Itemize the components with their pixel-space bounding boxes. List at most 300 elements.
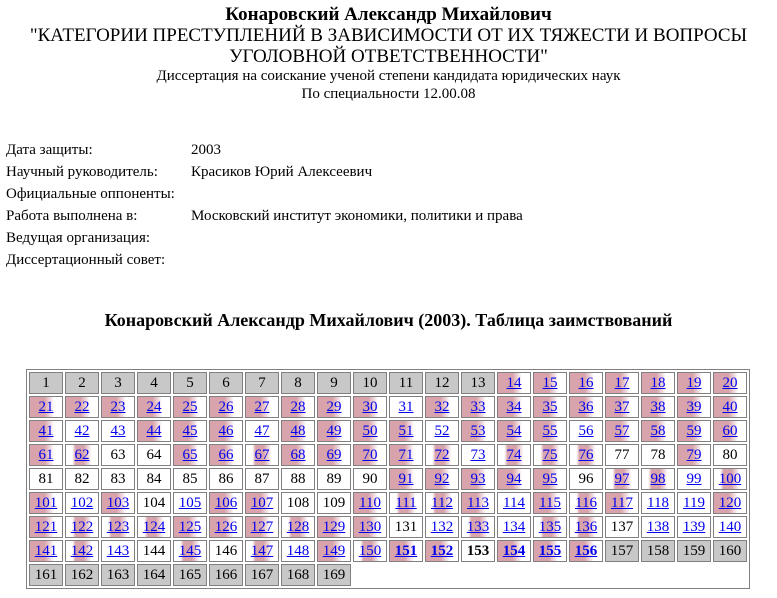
page-cell-74 [497,444,531,466]
page-cell-27 [245,396,279,418]
page-cell-158: 158 [641,540,675,562]
page-cell-139 [677,516,711,538]
page-cell-62 [65,444,99,466]
page-link-114[interactable]: 114 [503,494,525,511]
page-cell-160: 160 [713,540,747,562]
page-cell-45 [173,420,207,442]
page-cell-161: 161 [29,564,63,586]
page-link-71[interactable]: 71 [398,446,414,463]
page-link-28[interactable]: 28 [290,398,306,415]
page-link-48[interactable]: 48 [290,422,306,439]
page-cell-107 [245,492,279,514]
grid-row [29,444,747,466]
page-cell-82: 82 [65,468,99,490]
page-cell-155 [533,540,567,562]
page-link-117[interactable]: 117 [611,494,633,511]
page-cell-102 [65,492,99,514]
page-cell-5: 5 [173,372,207,394]
page-cell-72 [425,444,459,466]
page-cell-143 [101,540,135,562]
page-link-42[interactable]: 42 [74,422,90,439]
page-cell-50 [353,420,387,442]
page-cell-96: 96 [569,468,603,490]
page-link-134[interactable]: 134 [502,518,526,535]
page-link-57[interactable]: 57 [614,422,630,439]
page-cell-29 [317,396,351,418]
page-link-61[interactable]: 61 [38,446,54,463]
page-cell-157: 157 [605,540,639,562]
page-link-29[interactable]: 29 [326,398,342,415]
page-link-130[interactable]: 130 [358,518,382,535]
page-cell-67 [245,444,279,466]
page-cell-26 [209,396,243,418]
page-link-36[interactable]: 36 [578,398,594,415]
page-cell-115 [533,492,567,514]
page-cell-129 [317,516,351,538]
page-cell-35 [533,396,567,418]
page-link-20[interactable]: 20 [722,374,738,391]
info-row [4,183,525,205]
page-cell-75 [533,444,567,466]
page-link-121[interactable]: 121 [34,518,58,535]
page-cell-57 [605,420,639,442]
page-cell-49 [317,420,351,442]
page-cell-7: 7 [245,372,279,394]
page-link-75[interactable]: 75 [542,446,558,463]
grid-row [29,372,747,394]
page-cell-136 [569,516,603,538]
page-link-73[interactable]: 73 [470,446,486,463]
page-link-92[interactable]: 92 [434,470,450,487]
page-cell-124 [137,516,171,538]
page-cell-93 [461,468,495,490]
borrowings-table-title: Конаровский Александр Михайлович (2003). Таблица заимствований [104,310,673,330]
page-link-151[interactable]: 151 [394,542,418,559]
page-cell-15 [533,372,567,394]
page-link-43[interactable]: 43 [110,422,126,439]
page-link-22[interactable]: 22 [74,398,90,415]
info-row [4,139,525,161]
page-cell-142 [65,540,99,562]
page-cell-106 [209,492,243,514]
page-link-19[interactable]: 19 [686,374,702,391]
page-link-95[interactable]: 95 [542,470,558,487]
page-cell-10: 10 [353,372,387,394]
page-link-122[interactable]: 122 [70,518,94,535]
page-link-25[interactable]: 25 [182,398,198,415]
page-link-102[interactable]: 102 [70,494,94,511]
info-value: Красиков Юрий Алексеевич [191,163,373,180]
page-cell-97 [605,468,639,490]
page-link-69[interactable]: 69 [326,446,342,463]
page-cell-162: 162 [65,564,99,586]
page-link-45[interactable]: 45 [182,422,198,439]
page-cell-105 [173,492,207,514]
page-link-38[interactable]: 38 [650,398,666,415]
page-cell-66 [209,444,243,466]
degree-line: Диссертация на соискание ученой степени кандидата юридических наук [156,68,621,84]
page-cell-54 [497,420,531,442]
page-link-120[interactable]: 120 [718,494,742,511]
page-link-52[interactable]: 52 [434,422,450,439]
page-link-156[interactable]: 156 [574,542,598,559]
page-link-15[interactable]: 15 [542,374,558,391]
page-link-136[interactable]: 136 [574,518,598,535]
page-cell-61 [29,444,63,466]
page-link-21[interactable]: 21 [38,398,54,415]
page-cell-89: 89 [317,468,351,490]
page-cell-167: 167 [245,564,279,586]
page-cell-70 [353,444,387,466]
page-link-99[interactable]: 99 [686,470,702,487]
page-cell-24 [137,396,171,418]
page-link-94[interactable]: 94 [506,470,522,487]
page-cell-79 [677,444,711,466]
page-link-110[interactable]: 110 [359,494,381,511]
page-cell-64: 64 [137,444,171,466]
page-link-124[interactable]: 124 [142,518,166,535]
page-cell-84: 84 [137,468,171,490]
page-cell-58 [641,420,675,442]
page-cell-22 [65,396,99,418]
page-cell-132 [425,516,459,538]
page-link-32[interactable]: 32 [434,398,450,415]
page-link-118[interactable]: 118 [647,494,669,511]
page-link-17[interactable]: 17 [614,374,630,391]
page-cell-78: 78 [641,444,675,466]
page-link-123[interactable]: 123 [106,518,130,535]
info-value [189,227,525,249]
page-link-93[interactable]: 93 [470,470,486,487]
page-cell-63: 63 [101,444,135,466]
page-link-154[interactable]: 154 [502,542,526,559]
page-cell-11: 11 [389,372,423,394]
page-link-105[interactable]: 105 [178,494,202,511]
page-cell-43 [101,420,135,442]
info-label: Диссертационный совет: [6,251,166,268]
page-link-70[interactable]: 70 [362,446,378,463]
page-link-132[interactable]: 132 [430,518,454,535]
page-cell-151 [389,540,423,562]
page-cell-148 [281,540,315,562]
info-table [4,139,525,271]
page-cell-19 [677,372,711,394]
page-cell-8: 8 [281,372,315,394]
page-cell-146: 146 [209,540,243,562]
page-link-16[interactable]: 16 [578,374,594,391]
page-link-59[interactable]: 59 [686,422,702,439]
page-link-155[interactable]: 155 [538,542,562,559]
page-link-106[interactable]: 106 [214,494,238,511]
page-cell-25 [173,396,207,418]
page-link-60[interactable]: 60 [722,422,738,439]
page-cell-117 [605,492,639,514]
page-link-116[interactable]: 116 [575,494,597,511]
page-link-119[interactable]: 119 [683,494,705,511]
page-cell-156 [569,540,603,562]
page-cell-94 [497,468,531,490]
page-cell-169: 169 [317,564,351,586]
page-cell-56 [569,420,603,442]
grid-row [29,516,747,538]
page-link-50[interactable]: 50 [362,422,378,439]
page-cell-12: 12 [425,372,459,394]
page-cell-122 [65,516,99,538]
page-link-39[interactable]: 39 [686,398,702,415]
page-grid [26,369,750,589]
page-cell-100 [713,468,747,490]
page-link-112[interactable]: 112 [431,494,453,511]
page-link-23[interactable]: 23 [110,398,126,415]
page-cell-41 [29,420,63,442]
page-link-74[interactable]: 74 [506,446,522,463]
page-cell-125 [173,516,207,538]
page-cell-86: 86 [209,468,243,490]
page-cell-145 [173,540,207,562]
page-cell-9: 9 [317,372,351,394]
info-value [189,249,525,271]
info-label: Работа выполнена в: [6,207,138,224]
info-value [189,183,525,205]
page-cell-152 [425,540,459,562]
page-cell-144: 144 [137,540,171,562]
page-link-40[interactable]: 40 [722,398,738,415]
page-link-54[interactable]: 54 [506,422,522,439]
page-link-49[interactable]: 49 [326,422,342,439]
page-link-41[interactable]: 41 [38,422,54,439]
page-cell-111 [389,492,423,514]
page-link-145[interactable]: 145 [178,542,202,559]
page-link-18[interactable]: 18 [650,374,666,391]
page-cell-135 [533,516,567,538]
page-cell-91 [389,468,423,490]
page-cell-90: 90 [353,468,387,490]
dissertation-title: "КАТЕГОРИИ ПРЕСТУПЛЕНИЙ В ЗАВИСИМОСТИ ОТ ИХ ТЯЖЕСТИ И ВОПРОСЫ УГОЛОВНОЙ ОТВЕТСТВЕННОСТИ" [29,25,748,67]
page-cell-73 [461,444,495,466]
page-cell-13: 13 [461,372,495,394]
page-cell-59 [677,420,711,442]
page-cell-168: 168 [281,564,315,586]
page-cell-109: 109 [317,492,351,514]
page-cell-34 [497,396,531,418]
page-cell-52 [425,420,459,442]
page-link-115[interactable]: 115 [539,494,561,511]
header [0,0,777,103]
page-link-51[interactable]: 51 [398,422,414,439]
page-cell-18 [641,372,675,394]
page-cell-126 [209,516,243,538]
page-cell-6: 6 [209,372,243,394]
grid-row [29,540,747,562]
page-cell-14 [497,372,531,394]
info-value: 2003 [191,141,221,158]
page-link-37[interactable]: 37 [614,398,630,415]
page-link-98[interactable]: 98 [650,470,666,487]
page-link-31[interactable]: 31 [398,398,414,415]
page-cell-36 [569,396,603,418]
page-cell-140 [713,516,747,538]
page-link-128[interactable]: 128 [286,518,310,535]
page-cell-2: 2 [65,372,99,394]
grid-row [29,492,747,514]
page-cell-127 [245,516,279,538]
page-link-148[interactable]: 148 [286,542,310,559]
page-link-35[interactable]: 35 [542,398,558,415]
page-link-91[interactable]: 91 [398,470,414,487]
page-link-26[interactable]: 26 [218,398,234,415]
page-link-107[interactable]: 107 [250,494,274,511]
page-cell-48 [281,420,315,442]
page-cell-112 [425,492,459,514]
page-cell-166: 166 [209,564,243,586]
page-cell-53 [461,420,495,442]
page-link-101[interactable]: 101 [34,494,58,511]
page-link-133[interactable]: 133 [466,518,490,535]
info-label: Официальные оппоненты: [6,185,175,202]
page-cell-51 [389,420,423,442]
page-cell-110 [353,492,387,514]
page-link-14[interactable]: 14 [506,374,522,391]
page-cell-76 [569,444,603,466]
page-cell-37 [605,396,639,418]
page-cell-103 [101,492,135,514]
page-link-129[interactable]: 129 [322,518,346,535]
grid-row [29,564,747,586]
page-cell-164: 164 [137,564,171,586]
specialty-line: По специальности 12.00.08 [301,86,476,102]
page-cell-131: 131 [389,516,423,538]
page-link-100[interactable]: 100 [718,470,742,487]
page-link-30[interactable]: 30 [362,398,378,415]
page-cell-87: 87 [245,468,279,490]
page-link-72[interactable]: 72 [434,446,450,463]
page-cell-130 [353,516,387,538]
page-link-56[interactable]: 56 [578,422,594,439]
page-link-68[interactable]: 68 [290,446,306,463]
page-cell-121 [29,516,63,538]
page-cell-71 [389,444,423,466]
page-link-142[interactable]: 142 [70,542,94,559]
page-cell-101 [29,492,63,514]
page-cell-77: 77 [605,444,639,466]
page-link-150[interactable]: 150 [358,542,382,559]
page-link-139[interactable]: 139 [682,518,706,535]
page-link-55[interactable]: 55 [542,422,558,439]
page-link-152[interactable]: 152 [430,542,454,559]
page-link-34[interactable]: 34 [506,398,522,415]
page-link-27[interactable]: 27 [254,398,270,415]
page-cell-80: 80 [713,444,747,466]
page-cell-30 [353,396,387,418]
page-link-24[interactable]: 24 [146,398,162,415]
page-link-47[interactable]: 47 [254,422,270,439]
page-cell-134 [497,516,531,538]
page-link-76[interactable]: 76 [578,446,594,463]
page-cell-108: 108 [281,492,315,514]
page-link-140[interactable]: 140 [718,518,742,535]
page-cell-46 [209,420,243,442]
page-cell-16 [569,372,603,394]
page-cell-55 [533,420,567,442]
page-cell-60 [713,420,747,442]
info-row [4,161,525,183]
page-link-65[interactable]: 65 [182,446,198,463]
grid-row [29,396,747,418]
page-cell-149 [317,540,351,562]
page-cell-3: 3 [101,372,135,394]
page-link-127[interactable]: 127 [250,518,274,535]
page-cell-153: 153 [461,540,495,562]
page-cell-147 [245,540,279,562]
page-cell-137: 137 [605,516,639,538]
page-link-143[interactable]: 143 [106,542,130,559]
page-link-135[interactable]: 135 [538,518,562,535]
page-cell-32 [425,396,459,418]
page-link-149[interactable]: 149 [322,542,346,559]
page-cell-42 [65,420,99,442]
page-link-44[interactable]: 44 [146,422,162,439]
page-cell-113 [461,492,495,514]
page-cell-81: 81 [29,468,63,490]
page-link-66[interactable]: 66 [218,446,234,463]
page-cell-95 [533,468,567,490]
page-link-103[interactable]: 103 [106,494,130,511]
page-cell-92 [425,468,459,490]
info-row [4,249,525,271]
page-cell-40 [713,396,747,418]
page-cell-165: 165 [173,564,207,586]
info-row [4,205,525,227]
page-link-62[interactable]: 62 [74,446,90,463]
page-cell-31 [389,396,423,418]
page-cell-38 [641,396,675,418]
page-link-79[interactable]: 79 [686,446,702,463]
page-link-147[interactable]: 147 [250,542,274,559]
page-cell-21 [29,396,63,418]
info-label: Научный руководитель: [6,163,158,180]
page-link-67[interactable]: 67 [254,446,270,463]
page-link-141[interactable]: 141 [34,542,58,559]
page-cell-116 [569,492,603,514]
page-link-113[interactable]: 113 [467,494,489,511]
page-cell-83: 83 [101,468,135,490]
page-cell-150 [353,540,387,562]
page-link-138[interactable]: 138 [646,518,670,535]
page-cell-120 [713,492,747,514]
page-cell-65 [173,444,207,466]
page-cell-118 [641,492,675,514]
page-link-46[interactable]: 46 [218,422,234,439]
page-link-97[interactable]: 97 [614,470,630,487]
page-cell-4: 4 [137,372,171,394]
page-cell-23 [101,396,135,418]
page-cell-154 [497,540,531,562]
page-link-53[interactable]: 53 [470,422,486,439]
page-link-125[interactable]: 125 [178,518,202,535]
page-link-126[interactable]: 126 [214,518,238,535]
info-value: Московский институт экономики, политики и права [191,207,523,224]
page-link-58[interactable]: 58 [650,422,666,439]
page-cell-98 [641,468,675,490]
page-link-111[interactable]: 111 [395,494,417,511]
page-cell-69 [317,444,351,466]
page-cell-47 [245,420,279,442]
page-cell-17 [605,372,639,394]
page-cell-28 [281,396,315,418]
page-cell-99 [677,468,711,490]
page-link-33[interactable]: 33 [470,398,486,415]
page-cell-133 [461,516,495,538]
